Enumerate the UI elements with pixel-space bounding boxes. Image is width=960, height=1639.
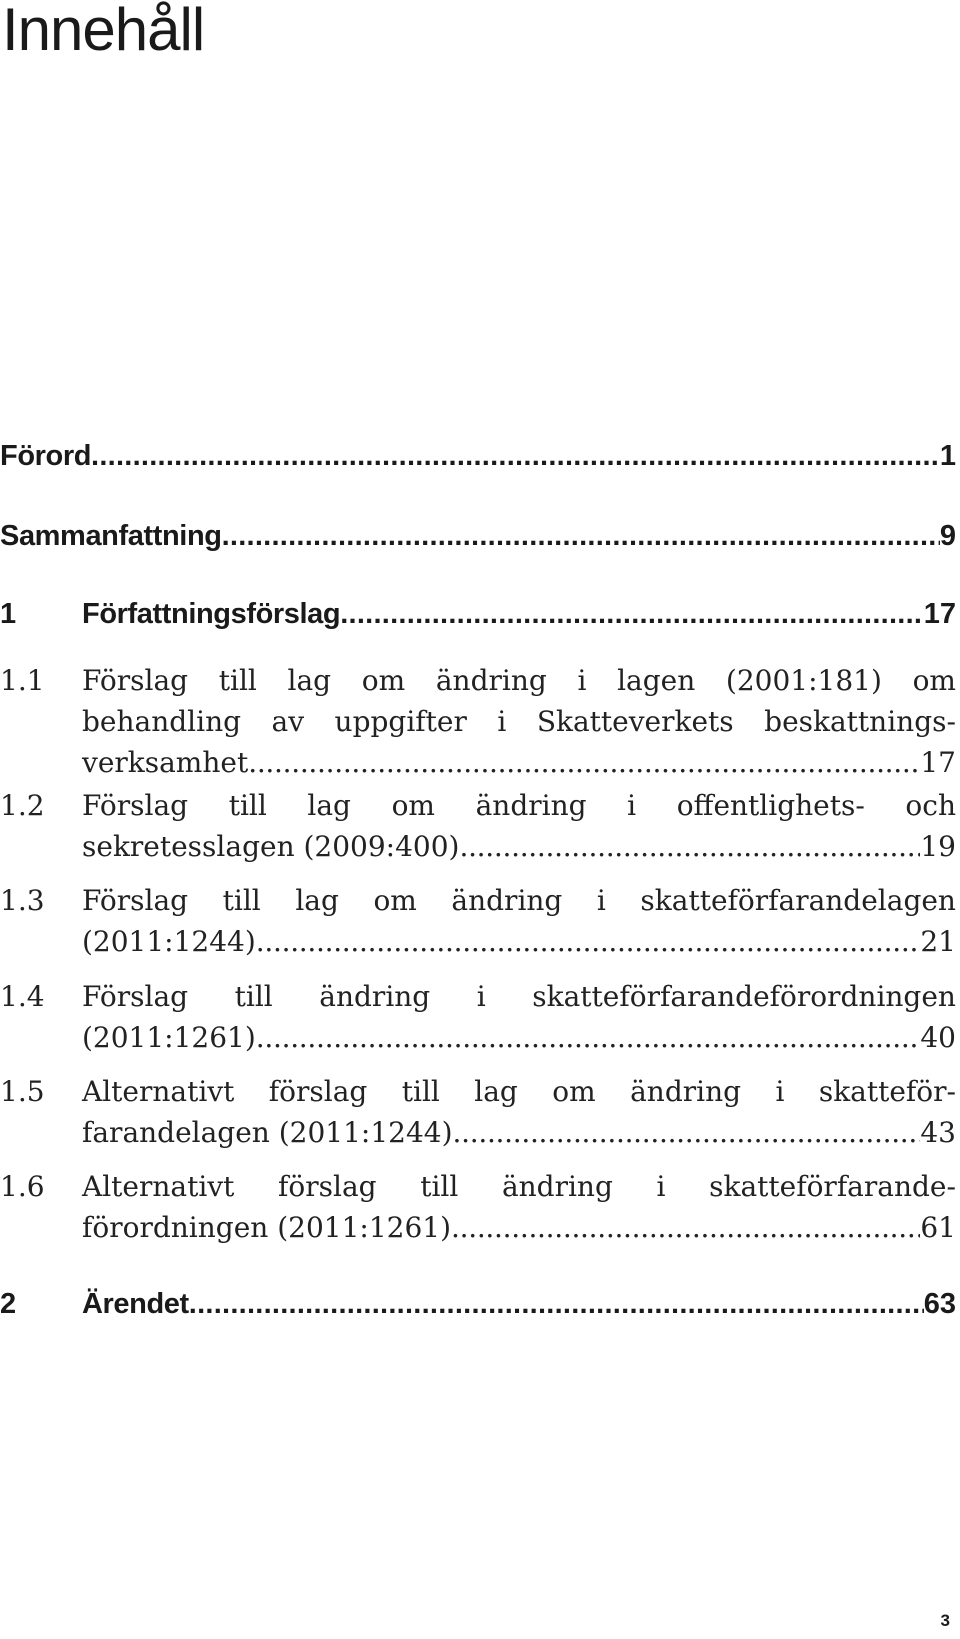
toc-word: förslag [268, 1075, 368, 1108]
toc-word: lag [295, 884, 339, 917]
toc-label-line: förordningen (2011:1261) [82, 1211, 452, 1244]
toc-page-number: 40 [920, 1021, 956, 1054]
dot-leader [256, 1017, 921, 1058]
toc-label-line: farandelagen (2011:1244) [82, 1116, 453, 1149]
dot-leader [451, 1207, 920, 1248]
toc-number: 1 [0, 598, 17, 630]
toc-word: ändring [475, 789, 587, 822]
toc-word: till [234, 980, 273, 1013]
toc-page-number: 63 [923, 1288, 956, 1320]
toc-number: 2 [0, 1288, 17, 1320]
toc-word: i [596, 884, 606, 917]
toc-number: 1.1 [0, 664, 45, 697]
toc-word: till [420, 1170, 459, 1203]
toc-word: skatteförfarande- [709, 1170, 956, 1203]
toc-entry-1-6[interactable] [0, 1166, 956, 1248]
toc-label-line [82, 880, 956, 921]
toc-page-number: 19 [920, 830, 956, 863]
toc-word: skatteförfarandelagen [640, 884, 956, 917]
toc-word: uppgifter [334, 705, 467, 738]
toc-entry-1-2[interactable] [0, 785, 956, 867]
toc-word: lag [307, 789, 351, 822]
toc-entry-1-1[interactable] [0, 660, 956, 783]
toc-word: (2001:181) [725, 664, 882, 697]
toc-word: Skatteverkets [536, 705, 734, 738]
dot-leader [189, 1288, 924, 1321]
toc-word: till [218, 664, 257, 697]
toc-word: lag [474, 1075, 518, 1108]
toc-number: 1.2 [0, 789, 45, 822]
toc-word: Förslag [82, 664, 189, 697]
toc-number: 1.3 [0, 884, 45, 917]
toc-word: Förslag [82, 789, 189, 822]
toc-page-number: 43 [920, 1116, 956, 1149]
toc-label-line: verksamhet [82, 746, 249, 779]
toc-entry-1-3[interactable] [0, 880, 956, 962]
toc-page-number: 21 [920, 925, 956, 958]
toc-word: offentlighets- [676, 789, 865, 822]
toc-label-line [82, 976, 956, 1017]
toc-label-line [82, 785, 956, 826]
toc-word: i [656, 1170, 666, 1203]
toc-word: om [552, 1075, 596, 1108]
toc-word: Förslag [82, 884, 189, 917]
toc-entry-1-5[interactable] [0, 1071, 956, 1153]
toc-word: skatteför- [818, 1075, 956, 1108]
toc-page-number: 61 [920, 1211, 956, 1244]
toc-label-line [82, 660, 956, 701]
dot-leader [459, 826, 920, 867]
toc-word: Förslag [82, 980, 189, 1013]
toc-word: Alternativt [82, 1075, 235, 1108]
toc-word: lagen [617, 664, 696, 697]
toc-word: ändring [435, 664, 547, 697]
toc-word: om [912, 664, 956, 697]
toc-word: ändring [630, 1075, 742, 1108]
toc-word: ändring [319, 980, 431, 1013]
toc-page-number: 17 [920, 746, 956, 779]
toc-label-line [82, 701, 956, 742]
dot-leader [91, 440, 940, 473]
page-title: Innehåll [2, 0, 205, 63]
toc-number: 1.6 [0, 1170, 45, 1203]
toc-word: Alternativt [82, 1170, 235, 1203]
toc-page-number: 1 [939, 440, 956, 472]
toc-number: 1.5 [0, 1075, 45, 1108]
toc-word: till [222, 884, 261, 917]
toc-word: ändring [501, 1170, 613, 1203]
toc-word: skatteförfarandeförordningen [532, 980, 956, 1013]
toc-word: förslag [278, 1170, 377, 1203]
toc-word: i [577, 664, 587, 697]
dot-leader [256, 921, 921, 962]
toc-entry-chapter-2[interactable] [0, 1288, 956, 1321]
toc-page-number: 17 [923, 598, 956, 630]
toc-word: i [775, 1075, 785, 1108]
toc-word: i [476, 980, 486, 1013]
dot-leader [222, 520, 940, 553]
toc-label: Författningsförslag [82, 598, 341, 630]
dot-leader [248, 742, 920, 783]
page-number: 3 [940, 1611, 950, 1630]
toc-entry-forord[interactable] [0, 440, 956, 473]
dot-leader [340, 598, 924, 631]
toc-label: Ärendet [82, 1288, 189, 1320]
toc-word: i [627, 789, 637, 822]
toc-label: Sammanfattning [0, 520, 222, 552]
toc-word: i [497, 705, 507, 738]
toc-word: behandling [82, 705, 242, 738]
toc-label-line: sekretesslagen (2009:400) [82, 830, 460, 863]
toc-label-line: (2011:1244) [82, 925, 256, 958]
toc-label-line [82, 1071, 956, 1112]
toc-word: till [401, 1075, 440, 1108]
toc-word: om [373, 884, 417, 917]
toc-label-line: (2011:1261) [82, 1021, 256, 1054]
toc-word: om [361, 664, 406, 697]
toc-word: av [271, 705, 305, 738]
toc-entry-chapter-1[interactable] [0, 598, 956, 631]
toc-number: 1.4 [0, 980, 45, 1013]
toc-word: beskattnings- [764, 705, 956, 738]
toc-entry-sammanfattning[interactable] [0, 520, 956, 553]
toc-word: och [905, 789, 956, 822]
toc-label: Förord [0, 440, 92, 472]
toc-page-number: 9 [939, 520, 956, 552]
dot-leader [453, 1112, 921, 1153]
toc-word: ändring [451, 884, 563, 917]
toc-entry-1-4[interactable] [0, 976, 956, 1058]
toc-word: till [228, 789, 267, 822]
toc-word: lag [287, 664, 332, 697]
toc-label-line [82, 1166, 956, 1207]
toc-word: om [391, 789, 435, 822]
